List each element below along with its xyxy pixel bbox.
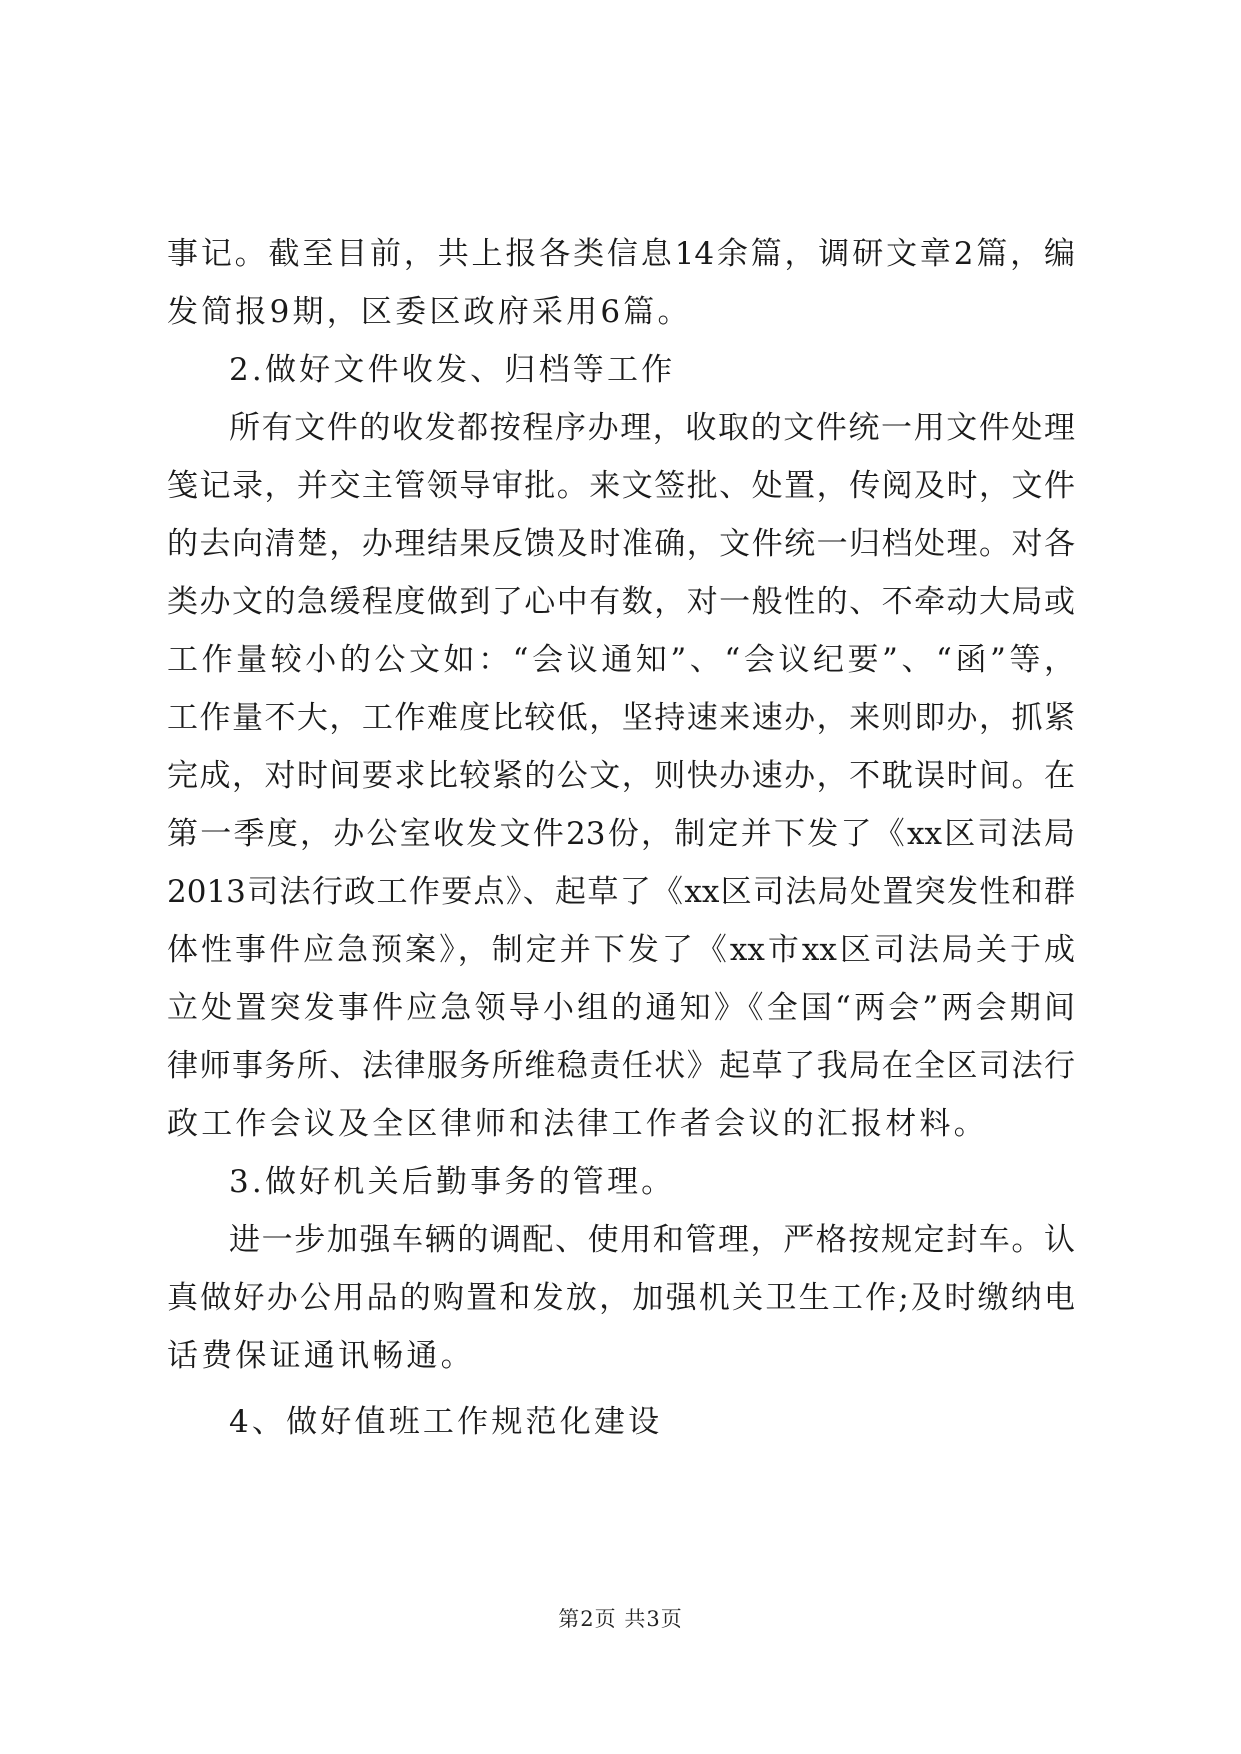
text-line: 的去向清楚，办理结果反馈及时准确，文件统一归档处理。对各 (167, 526, 1075, 562)
text-line: 立处置突发事件应急领导小组的通知》《全国“两会”两会期间 (167, 990, 1075, 1026)
text-line: 律师事务所、法律服务所维稳责任状》起草了我局在全区司法行 (167, 1048, 1075, 1084)
section-heading: 3.做好机关后勤事务的管理。 (229, 1164, 676, 1200)
text-line: 类办文的急缓程度做到了心中有数，对一般性的、不牵动大局或 (167, 584, 1075, 620)
text-line: 体性事件应急预案》，制定并下发了《xx市xx区司法局关于成 (167, 932, 1075, 968)
text-line: 话费保证通讯畅通。 (167, 1338, 475, 1374)
text-line: 事记。截至目前，共上报各类信息14余篇，调研文章2篇，编 (167, 236, 1075, 272)
text-line: 笺记录，并交主管领导审批。来文签批、处置，传阅及时，文件 (167, 468, 1075, 504)
text-line: 进一步加强车辆的调配、使用和管理，严格按规定封车。认 (229, 1222, 1075, 1258)
section-heading: 2.做好文件收发、归档等工作 (229, 352, 676, 388)
text-line: 发简报9期，区委区政府采用6篇。 (167, 294, 692, 330)
section-heading: 4、做好值班工作规范化建设 (229, 1404, 663, 1440)
text-line: 工作量较小的公文如：“会议通知”、“会议纪要”、“函”等， (167, 642, 1075, 678)
text-line: 真做好办公用品的购置和发放，加强机关卫生工作;及时缴纳电 (167, 1280, 1075, 1316)
page-number: 第2页 共3页 (558, 1607, 683, 1631)
text-line: 完成，对时间要求比较紧的公文，则快办速办，不耽误时间。在 (167, 758, 1075, 794)
text-line: 所有文件的收发都按程序办理，收取的文件统一用文件处理 (229, 410, 1075, 446)
text-line: 2013司法行政工作要点》、起草了《xx区司法局处置突发性和群 (167, 874, 1075, 910)
text-line: 工作量不大，工作难度比较低，坚持速来速办，来则即办，抓紧 (167, 700, 1075, 736)
text-line: 政工作会议及全区律师和法律工作者会议的汇报材料。 (167, 1106, 988, 1142)
text-line: 第一季度，办公室收发文件23份，制定并下发了《xx区司法局 (167, 816, 1075, 852)
